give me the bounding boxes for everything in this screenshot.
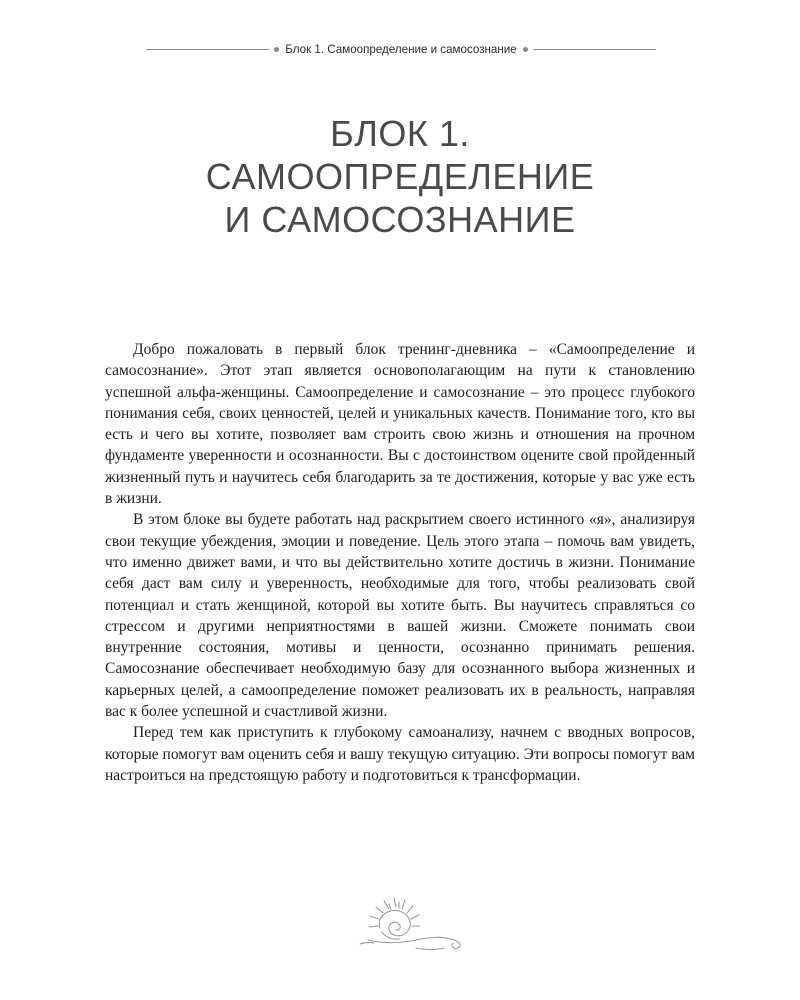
running-header <box>146 41 656 57</box>
body-paragraph-1: Добро пожаловать в первый блок тренинг-дневника – «Самоопределение и самосознание». Этот этап является основополагающим на пути к становлению успешной альфа-женщины. Самоопределение и самосознание – это процесс глубокого понимания себя, своих ценностей, целей и уникальных качеств. Понимание того, кто вы есть и чего вы хотите, позволяет вам строить свою жизнь и отношения на прочном фундаменте уверенности и осознанности. Вы с достоинством оцените свой пройденный жизненный путь и научитесь себя благодарить за те достижения, которые у вас уже есть в жизни. <box>105 341 695 508</box>
body-paragraph-3: Перед тем как приступить к глубокому самоанализу, начнем с вводных вопросов, которые помогут вам оценить себя и вашу текущую ситуацию. Эти вопросы помогут вам настроиться на предстоящую работу и подготовиться к трансформации. <box>105 724 695 784</box>
header-rule-left <box>146 49 269 50</box>
header-rule-right <box>533 49 656 50</box>
body-paragraph-2: В этом блоке вы будете работать над раскрытием своего истинного «я», анализируя свои текущие убеждения, эмоции и поведение. Цель этого этапа – помочь вам увидеть, что именно движет вами, и что вы действительно хотите достичь в жизни. Понимание себя даст вам силу и уверенность, необходимые для того, чтобы реализовать свой потенциал и стать женщиной, которой вы хотите быть. Вы научитесь справляться со стрессом и другими неприятностями в вашей жизни. Сможете понимать свои внутренние состояния, мотивы и ценности, осознанно принимать решения. Самосознание обеспечивает необходимую базу для осознанного выбора жизненных и карьерных целей, а самоопределение поможет реализовать их в реальность, направляя вас к более успешной и счастливой жизни. <box>105 511 695 721</box>
body-text <box>105 339 695 786</box>
running-header-title: Блок 1. Самоопределение и самосознание <box>285 42 517 56</box>
chapter-title-line-1: БЛОК 1. <box>330 113 470 154</box>
header-dot-left <box>274 47 279 52</box>
chapter-title-line-3: И САМОСОЗНАНИЕ <box>224 199 576 240</box>
chapter-title-line-2: САМООПРЕДЕЛЕНИЕ <box>205 156 595 197</box>
header-dot-right <box>523 47 528 52</box>
sun-swirl-ornament-icon <box>332 896 468 958</box>
chapter-title <box>100 112 700 241</box>
